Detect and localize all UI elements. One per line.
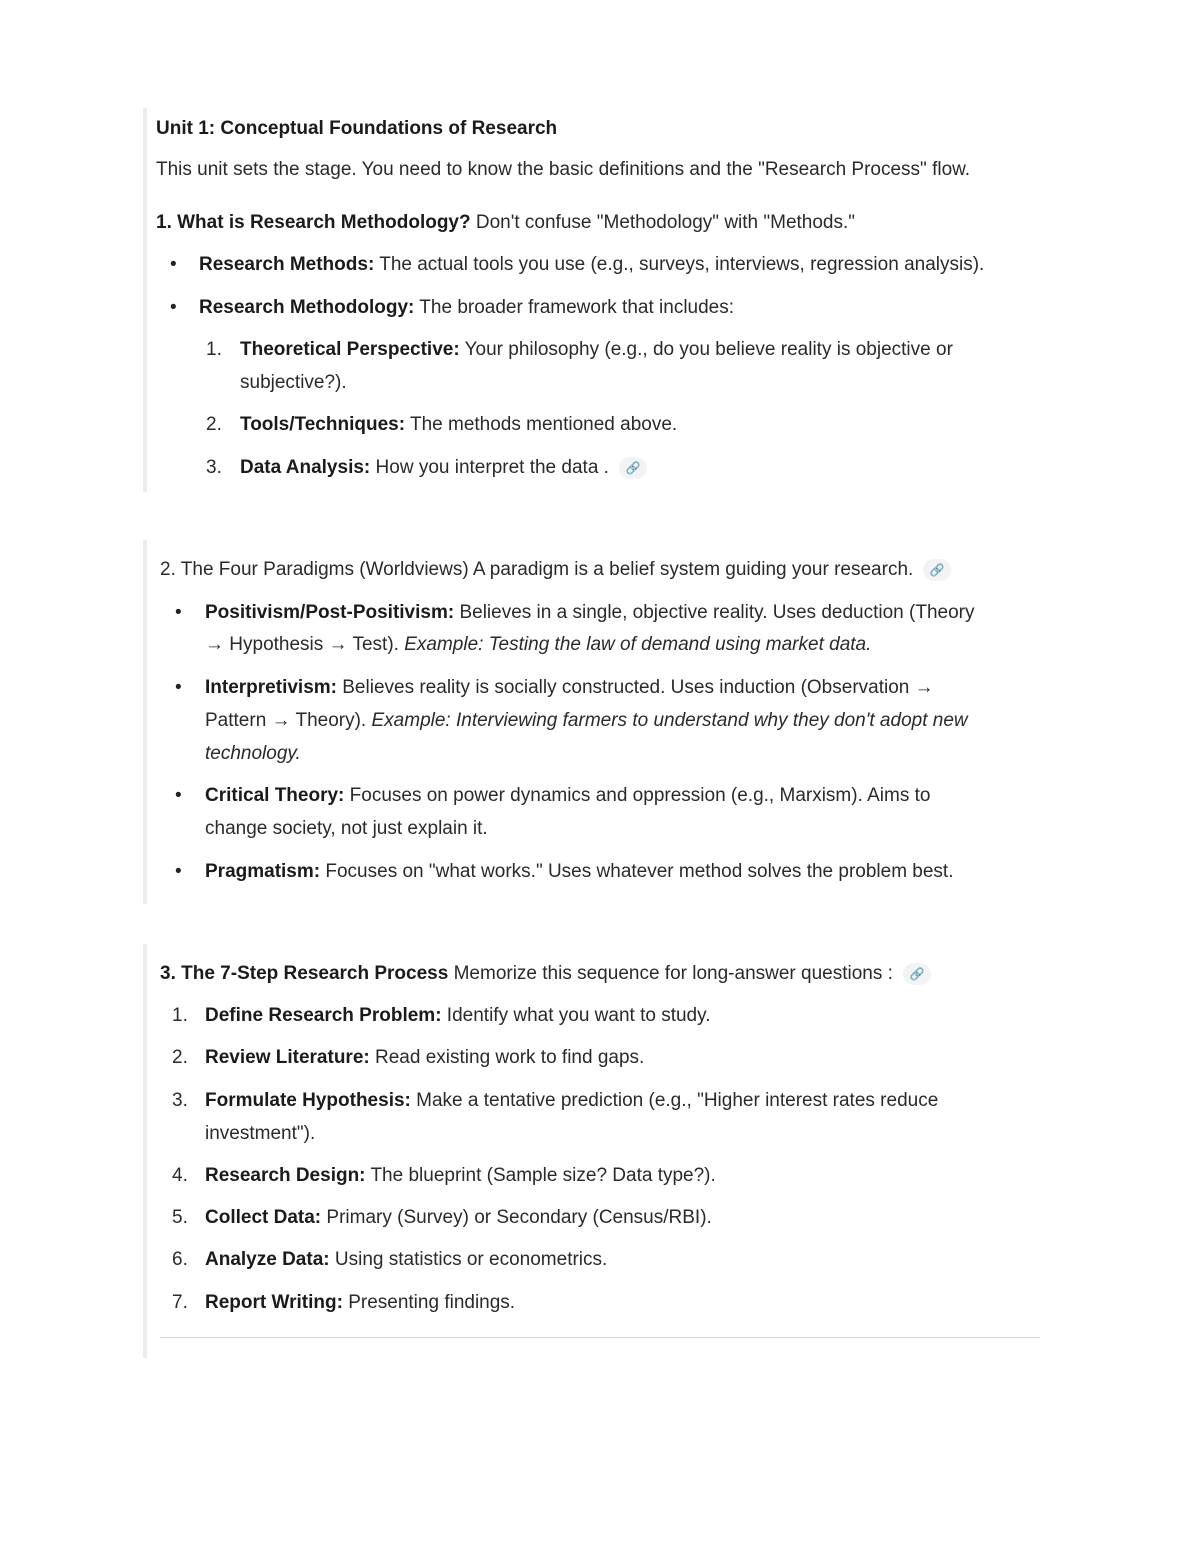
- list-item-text: Read existing work to find gaps.: [369, 1047, 645, 1068]
- bullet-dot: •: [175, 861, 182, 882]
- section3-heading: [160, 957, 931, 990]
- list-item-term: Analyze Data:: [205, 1249, 330, 1270]
- list-number: 4.: [172, 1165, 188, 1186]
- list-item-continuation: subjective?).: [240, 372, 347, 393]
- list-item-term: Research Design:: [205, 1165, 366, 1186]
- link-icon[interactable]: 🔗: [923, 559, 951, 581]
- list-item-text: Believes in a single, objective reality. Uses deduction (Theory: [454, 602, 975, 623]
- bullet-dot: •: [170, 254, 177, 275]
- list-number: 1.: [172, 1005, 188, 1026]
- list-item-term: Collect Data:: [205, 1207, 322, 1228]
- list-item-example-continuation: technology.: [205, 743, 301, 764]
- link-icon[interactable]: 🔗: [619, 457, 647, 479]
- list-item-term: Research Methodology:: [199, 297, 415, 318]
- list-item-text: Using statistics or econometrics.: [329, 1249, 608, 1270]
- list-item: [199, 248, 984, 281]
- list-item-text: Focuses on "what works." Uses whatever method solves the problem best.: [320, 861, 954, 882]
- list-item-term: Critical Theory:: [205, 785, 345, 806]
- list-item-term: Tools/Techniques:: [240, 414, 406, 435]
- list-item: [199, 291, 734, 324]
- link-icon[interactable]: 🔗: [903, 963, 931, 985]
- list-item-continuation: change society, not just explain it.: [205, 818, 488, 839]
- list-item: [205, 596, 974, 629]
- list-item-text: The broader framework that includes:: [414, 297, 735, 318]
- list-number: 2.: [206, 414, 222, 435]
- bullet-dot: •: [170, 297, 177, 318]
- list-item-term: Pragmatism:: [205, 861, 321, 882]
- list-number: 5.: [172, 1207, 188, 1228]
- list-item-text: The actual tools you use (e.g., surveys, interviews, regression analysis).: [374, 254, 985, 275]
- list-item-text: Make a tentative prediction (e.g., "Higher interest rates reduce: [410, 1090, 939, 1111]
- list-item: [205, 779, 930, 812]
- list-number: 6.: [172, 1249, 188, 1270]
- list-item-text: The blueprint (Sample size? Data type?).: [365, 1165, 716, 1186]
- list-item-text: Believes reality is socially constructed. Uses induction (Observation →: [336, 677, 934, 698]
- list-item-term: Data Analysis:: [240, 457, 371, 478]
- list-item: [240, 451, 647, 484]
- unit-title: Unit 1: Conceptual Foundations of Research: [156, 118, 558, 139]
- list-item: [205, 1243, 607, 1276]
- list-item-continuation: [205, 628, 871, 661]
- list-item-text: Presenting findings.: [342, 1292, 516, 1313]
- list-number: 7.: [172, 1292, 188, 1313]
- horizontal-divider: [160, 1337, 1040, 1338]
- list-item-example: Example: Testing the law of demand using market data.: [404, 634, 872, 655]
- list-item-text: Identify what you want to study.: [441, 1005, 711, 1026]
- list-item-term: Positivism/Post-Positivism:: [205, 602, 455, 623]
- bullet-dot: •: [175, 602, 182, 623]
- section1-heading-bold: 1. What is Research Methodology?: [156, 212, 471, 233]
- unit-intro: This unit sets the stage. You need to know the basic definitions and the "Research Process" flow.: [156, 159, 971, 180]
- list-item-text: Primary (Survey) or Secondary (Census/RBI).: [321, 1207, 712, 1228]
- list-item: [240, 408, 677, 441]
- list-item-text: How you interpret the data .: [370, 457, 609, 478]
- list-item-text: Focuses on power dynamics and oppression (e.g., Marxism). Aims to: [344, 785, 931, 806]
- list-item: [205, 1084, 938, 1117]
- list-item: [205, 671, 934, 704]
- list-item-term: Formulate Hypothesis:: [205, 1090, 411, 1111]
- list-item: [240, 333, 953, 366]
- list-item: [205, 1201, 712, 1234]
- bullet-dot: •: [175, 677, 182, 698]
- list-item-term: Theoretical Perspective:: [240, 339, 460, 360]
- list-item-text: Pattern → Theory).: [205, 710, 372, 731]
- list-item-term: Research Methods:: [199, 254, 375, 275]
- section1-heading-rest: Don't confuse "Methodology" with "Methods.": [470, 212, 856, 233]
- list-item-term: Interpretivism:: [205, 677, 337, 698]
- section3-heading-bold: 3. The 7-Step Research Process: [160, 963, 449, 984]
- list-number: 3.: [206, 457, 222, 478]
- list-item: [205, 855, 954, 888]
- list-item-text: The methods mentioned above.: [405, 414, 678, 435]
- list-item-continuation: [205, 704, 968, 737]
- list-number: 1.: [206, 339, 222, 360]
- section3-heading-rest: Memorize this sequence for long-answer questions :: [448, 963, 893, 984]
- list-item-text: → Hypothesis → Test).: [205, 634, 405, 655]
- list-item: [205, 1286, 515, 1319]
- list-number: 3.: [172, 1090, 188, 1111]
- list-item-example: Example: Interviewing farmers to understand why they don't adopt new: [371, 710, 968, 731]
- list-number: 2.: [172, 1047, 188, 1068]
- list-item-term: Review Literature:: [205, 1047, 370, 1068]
- list-item-continuation: investment").: [205, 1123, 316, 1144]
- list-item: [205, 1041, 644, 1074]
- section1-heading: [156, 206, 855, 239]
- section2-heading-text: 2. The Four Paradigms (Worldviews) A paradigm is a belief system guiding your research.: [160, 559, 914, 580]
- list-item-term: Report Writing:: [205, 1292, 343, 1313]
- list-item-term: Define Research Problem:: [205, 1005, 442, 1026]
- list-item: [205, 1159, 716, 1192]
- list-item-text: Your philosophy (e.g., do you believe reality is objective or: [459, 339, 953, 360]
- bullet-dot: •: [175, 785, 182, 806]
- list-item: [205, 999, 711, 1032]
- section2-heading: [160, 553, 951, 586]
